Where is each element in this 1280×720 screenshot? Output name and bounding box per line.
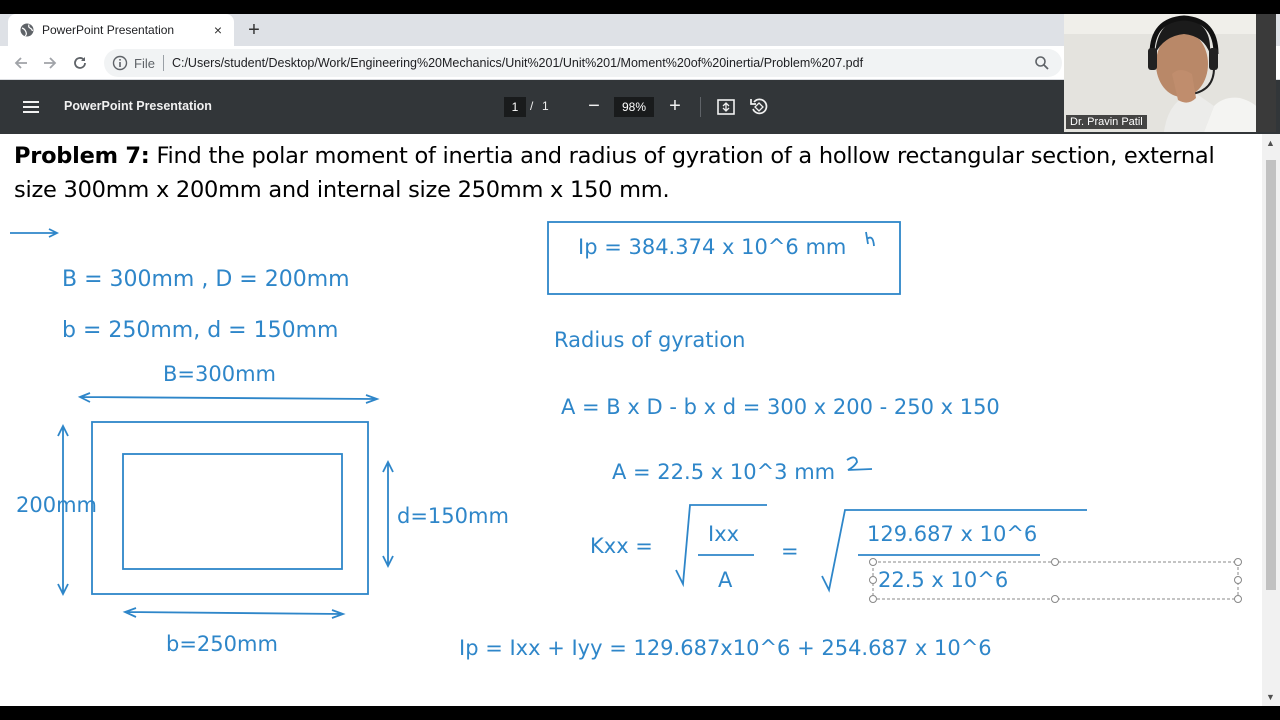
ink-drawings bbox=[0, 134, 1262, 706]
address-bar[interactable] bbox=[104, 49, 1062, 77]
polar-moment-result: Ip = 384.374 x 10^6 mm bbox=[578, 235, 847, 259]
area-result: A = 22.5 x 10^3 mm bbox=[612, 460, 836, 484]
kxx-numerator-value[interactable]: 129.687 x 10^6 bbox=[867, 522, 1038, 546]
zoom-out-button[interactable]: − bbox=[588, 95, 600, 117]
zoom-level-input[interactable]: 98% bbox=[614, 97, 654, 117]
rotate-icon[interactable] bbox=[749, 96, 769, 116]
problem-text: Find the polar moment of inertia and radius of gyration of a hollow rectangular section, external size 300mm x 200mm and internal size 250mm x 150 mm. bbox=[14, 143, 1215, 203]
radius-of-gyration-heading: Radius of gyration bbox=[554, 328, 746, 352]
page-number-input[interactable]: 1 bbox=[504, 97, 526, 117]
equals-sign: = bbox=[781, 539, 799, 563]
scrollbar-thumb[interactable] bbox=[1266, 160, 1276, 590]
page-total: 1 bbox=[542, 99, 549, 113]
exponent-scribble-2 bbox=[847, 457, 872, 470]
presenter-name-label: Dr. Pravin Patil bbox=[1066, 115, 1147, 129]
webcam-video bbox=[1064, 14, 1276, 132]
kxx-denominator: A bbox=[718, 568, 733, 592]
kxx-label: Kxx = bbox=[590, 534, 653, 558]
magnifier-icon[interactable] bbox=[1034, 55, 1050, 71]
pdf-page bbox=[0, 134, 1262, 706]
arrow-right-icon bbox=[42, 55, 58, 71]
pointer-arrow bbox=[10, 229, 57, 237]
label-b-250mm: b=250mm bbox=[166, 632, 278, 656]
top-letterbox bbox=[0, 0, 1280, 14]
label-d-150mm: d=150mm bbox=[397, 504, 509, 528]
given-inner-dimensions: b = 250mm, d = 150mm bbox=[62, 318, 339, 343]
tab-close-icon[interactable]: × bbox=[213, 22, 223, 38]
tab-title: PowerPoint Presentation bbox=[42, 23, 175, 37]
new-tab-button[interactable]: + bbox=[248, 19, 260, 41]
bottom-letterbox bbox=[0, 706, 1280, 720]
scroll-down-icon[interactable]: ▼ bbox=[1266, 692, 1275, 702]
info-icon bbox=[112, 55, 128, 71]
url-scheme: File bbox=[134, 55, 155, 71]
scroll-up-icon[interactable]: ▲ bbox=[1266, 138, 1275, 148]
given-outer-dimensions: B = 300mm , D = 200mm bbox=[62, 267, 350, 292]
browser-tab[interactable] bbox=[8, 14, 234, 46]
arrow-left-icon bbox=[13, 55, 29, 71]
exponent-scribble-4 bbox=[866, 232, 874, 246]
reload-button[interactable] bbox=[69, 52, 91, 74]
zoom-in-button[interactable]: + bbox=[669, 95, 681, 117]
url-separator bbox=[163, 55, 164, 71]
label-D-200mm: 200mm bbox=[16, 493, 97, 517]
globe-icon bbox=[20, 23, 34, 37]
page-separator: / bbox=[530, 99, 534, 113]
label-B-300mm: B=300mm bbox=[163, 362, 276, 386]
vertical-scrollbar[interactable] bbox=[1262, 134, 1280, 706]
area-formula: A = B x D - b x d = 300 x 200 - 250 x 150 bbox=[561, 395, 1000, 419]
toolbar-divider bbox=[700, 97, 701, 117]
back-button[interactable] bbox=[10, 52, 32, 74]
document-title: PowerPoint Presentation bbox=[64, 99, 212, 113]
inner-rectangle bbox=[123, 454, 342, 569]
kxx-denominator-value[interactable]: 22.5 x 10^6 bbox=[878, 568, 1009, 592]
url-text: C:/Users/student/Desktop/Work/Engineering%20Mechanics/Unit%201/Unit%201/Moment%20of%20inertia/Problem%207.pdf bbox=[171, 56, 864, 70]
dimension-arrow-B bbox=[80, 393, 377, 403]
problem-label: Problem 7: bbox=[14, 143, 150, 169]
forward-button[interactable] bbox=[39, 52, 61, 74]
kxx-numerator: Ixx bbox=[708, 522, 740, 546]
fit-to-page-icon[interactable] bbox=[716, 97, 736, 117]
reload-icon bbox=[72, 55, 88, 71]
hamburger-menu-icon[interactable] bbox=[22, 98, 40, 116]
polar-moment-sum: Ip = Ixx + Iyy = 129.687x10^6 + 254.687 x 10^6 bbox=[459, 636, 992, 660]
dimension-arrow-b bbox=[125, 608, 343, 618]
dimension-arrow-d bbox=[383, 462, 393, 566]
